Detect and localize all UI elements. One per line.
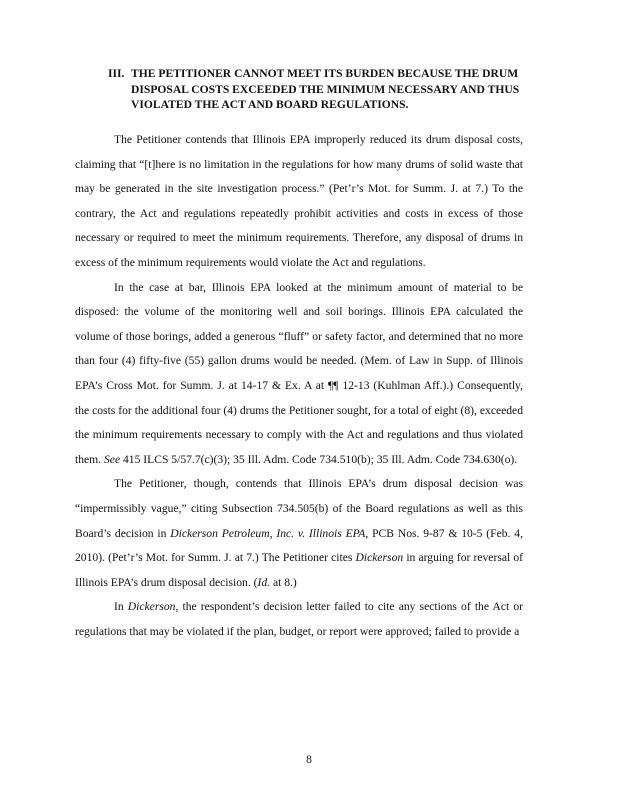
document-body: [75, 128, 523, 644]
case-name: Dickerson Petroleum, Inc. v. Illinois EPA: [170, 526, 366, 540]
id-citation: Id.: [257, 575, 271, 589]
section-heading: [108, 66, 528, 113]
case-name-short: Dickerson: [127, 600, 176, 614]
section-heading-text: THE PETITIONER CANNOT MEET ITS BURDEN BECAUSE THE DRUM DISPOSAL COSTS EXCEEDED THE MINIMUM NECESSARY AND THUS VIOLATED THE ACT AND BOARD REGULATIONS.: [131, 67, 520, 111]
section-number: III.: [108, 67, 125, 80]
case-name-short: Dickerson: [355, 551, 404, 565]
paragraph-3: The Petitioner, though, contends that Illinois EPA’s drum disposal decision was “impermissibly vague,” citing Subsection 734.505(b) of the Board regulations as well as this Board’s decision in Dickerson Petroleum, Inc. v. Illinois EPA, PCB Nos. 9-87 & 10-5 (Feb. 4, 2010). (Pet’r’s Mot. for Summ. J. at 7.) The Petitioner cites Dickerson in arguing for reversal of Illinois EPA’s drum disposal decision. (Id. at 8.): [75, 477, 523, 589]
paragraph-1: The Petitioner contends that Illinois EPA improperly reduced its drum disposal costs, claiming that “[t]here is no limitation in the regulations for how many drums of solid waste that may be generated in the site investigation process.” (Pet’r’s Mot. for Summ. J. at 7.) To the contrary, the Act and regulations repeatedly prohibit activities and costs in excess of those necessary or required to meet the minimum requirements. Therefore, any disposal of drums in excess of the minimum requirements would violate the Act and regulations.: [75, 133, 523, 269]
citation-signal: See: [104, 452, 121, 466]
paragraph-4: In Dickerson, the respondent’s decision letter failed to cite any sections of the Act or regulations that may be violated if the plan, budget, or report were approved; failed to provide a: [75, 600, 523, 638]
page-number: 8: [306, 753, 312, 766]
paragraph-2: In the case at bar, Illinois EPA looked at the minimum amount of material to be disposed: the volume of the monitoring well and soil borings. Illinois EPA calculated the volume of those borings, added a generous “fluff” or safety factor, and determined that no more than four (4) fifty-five (55) gallon drums would be needed. (Mem. of Law in Supp. of Illinois EPA’s Cross Mot. for Summ. J. at 14-17 & Ex. A at ¶¶ 12-13 (Kuhlman Aff.).) Consequently, the costs for the additional four (4) drums the Petitioner sought, for a total of eight (8), exceeded the minimum requirements necessary to comply with the Act and regulations and thus violated them. See 415 ILCS 5/57.7(c)(3); 35 Ill. Adm. Code 734.510(b); 35 Ill. Adm. Code 734.630(o).: [75, 280, 523, 466]
